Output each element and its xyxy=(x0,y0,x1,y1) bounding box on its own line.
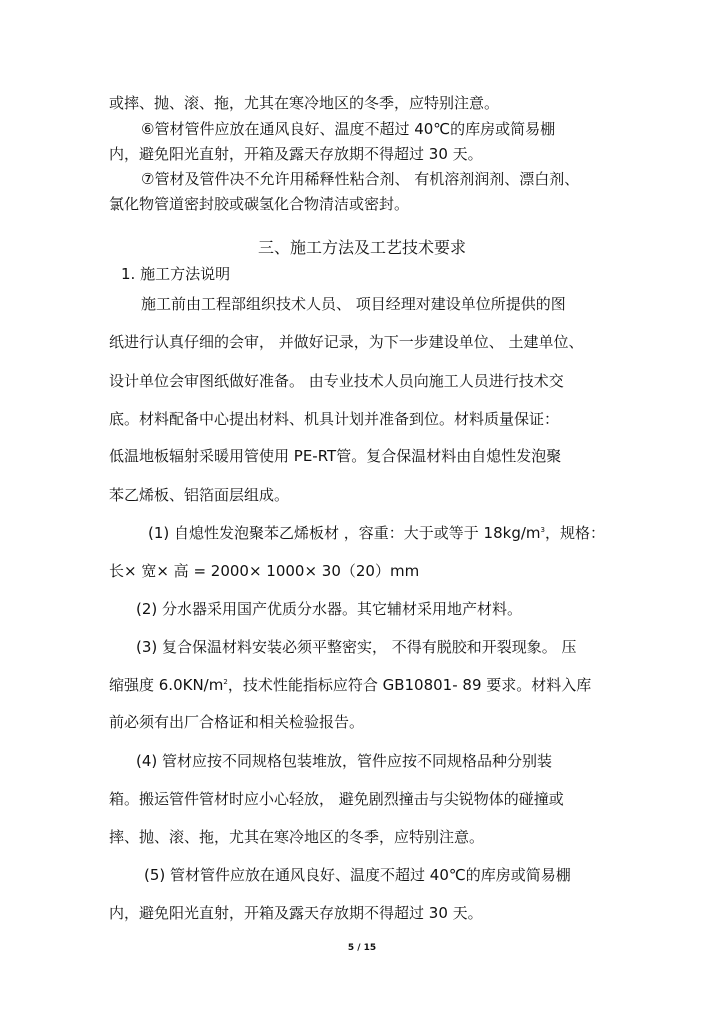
paragraph-line: 前必须有出厂合格证和相关检验报告。 xyxy=(109,713,365,731)
line-text: ，技术性能指标应符合 GB10801- 89 要求。材料入库 xyxy=(227,676,592,694)
line-text: ，规格： xyxy=(544,524,605,542)
paragraph-line: 箱。搬运管件管材时应小心轻放， 避免剧烈撞击与尖锐物体的碰撞或 xyxy=(109,790,564,808)
paragraph-line: 设计单位会审图纸做好准备。 由专业技术人员向施工人员进行技术交 xyxy=(109,372,564,390)
paragraph-line: 内，避免阳光直射，开箱及露天存放期不得超过 30 天。 xyxy=(109,904,483,922)
paragraph-line xyxy=(148,523,724,543)
superscript: 2 xyxy=(223,678,228,686)
paragraph-line xyxy=(109,675,724,695)
paragraph-line: 或摔、抛、滚、拖，尤其在寒冷地区的冬季，应特别注意。 xyxy=(109,94,500,112)
line-text: (1) 自熄性发泡聚苯乙烯板材 ，容重：大于或等于 18kg/m xyxy=(148,524,541,542)
superscript: 3 xyxy=(540,526,545,534)
page-number: 5 / 15 xyxy=(347,943,377,953)
paragraph-line: 施工前由工程部组织技术人员、 项目经理对建设单位所提供的图 xyxy=(141,295,566,313)
paragraph-line: 长× 宽× 高 = 2000× 1000× 30（20）mm xyxy=(109,562,420,580)
paragraph-line: (3) 复合保温材料安装必须平整密实， 不得有脱胶和开裂现象。 压 xyxy=(136,638,577,656)
paragraph-line: 氯化物管道密封胶或碳氢化合物清洁或密封。 xyxy=(109,195,410,213)
paragraph-line: 摔、抛、滚、拖，尤其在寒冷地区的冬季，应特别注意。 xyxy=(109,828,485,846)
paragraph-line: 纸进行认真仔细的会审， 并做好记录，为下一步建设单位、 土建单位、 xyxy=(109,333,584,351)
paragraph-line: (2) 分水器采用国产优质分水器。其它辅材采用地产材料。 xyxy=(136,600,523,618)
line-text: 缩强度 6.0KN/m xyxy=(109,676,224,694)
paragraph-line: 低温地板辐射采暖用管使用 PE-RT管。复合保温材料由自熄性发泡聚 xyxy=(109,447,562,465)
paragraph-line: ⑥管材管件应放在通风良好、温度不超过 40℃的库房或简易棚 xyxy=(141,120,556,138)
paragraph-line: 底。材料配备中心提出材料、机具计划并准备到位。材料质量保证： xyxy=(109,410,560,428)
paragraph-line: 内，避免阳光直射，开箱及露天存放期不得超过 30 天。 xyxy=(109,145,483,163)
paragraph-line: ⑦管材及管件决不允许用稀释性粘合剂、 有机溶剂润剂、漂白剂、 xyxy=(141,170,580,188)
subsection-title: 1. 施工方法说明 xyxy=(121,265,231,283)
section-heading: 三、施工方法及工艺技术要求 xyxy=(257,238,466,257)
paragraph-line: (5) 管材管件应放在通风良好、温度不超过 40℃的库房或简易棚 xyxy=(144,866,571,884)
paragraph-line: (4) 管材应按不同规格包装堆放，管件应按不同规格品种分别装 xyxy=(136,752,553,770)
paragraph-line: 苯乙烯板、铝箔面层组成。 xyxy=(109,486,290,504)
